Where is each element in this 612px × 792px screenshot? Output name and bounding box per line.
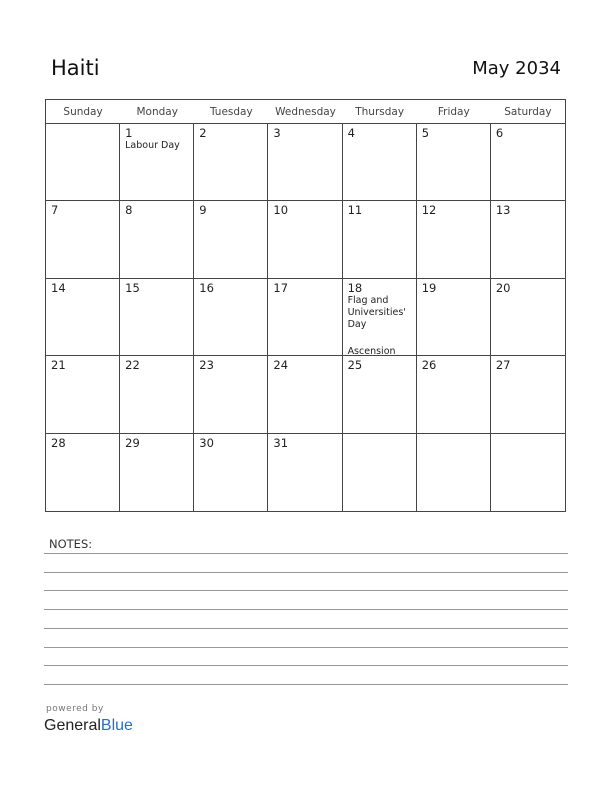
day-cells	[46, 124, 565, 511]
day-number: 12	[421, 203, 437, 218]
day-number: 16	[199, 280, 214, 295]
weekday-thursday: Thursday	[355, 106, 405, 118]
day-number: 27	[495, 358, 511, 373]
note-line	[44, 553, 568, 554]
day-number: 18	[347, 280, 363, 295]
day-cell	[46, 201, 120, 278]
day-cell	[491, 279, 565, 356]
day-cell	[417, 279, 491, 356]
day-number: 5	[421, 126, 430, 140]
day-number: 21	[51, 358, 66, 373]
day-number: 15	[125, 280, 140, 295]
weekday-wednesday: Wednesday	[275, 106, 336, 118]
day-number: 29	[125, 435, 140, 450]
day-number: 28	[51, 435, 66, 450]
brand-blue: Blue	[100, 717, 133, 734]
day-number: 26	[421, 358, 437, 373]
day-cell	[120, 201, 194, 278]
day-cell	[417, 201, 491, 278]
weekday-monday: Monday	[136, 106, 178, 118]
day-number: 22	[125, 358, 140, 373]
day-cell	[343, 201, 417, 278]
country-title: Haiti	[51, 56, 100, 80]
day-number: 3	[273, 126, 281, 140]
day-number: 30	[199, 435, 214, 450]
day-number: 20	[495, 280, 511, 295]
note-line	[44, 628, 568, 629]
day-cell	[268, 279, 342, 356]
day-cell	[120, 434, 194, 511]
generalblue-logo	[44, 717, 133, 735]
day-number: 11	[347, 203, 363, 218]
day-cell	[46, 356, 120, 433]
note-line	[44, 590, 568, 591]
holiday-label: Labour Day	[125, 140, 180, 151]
day-cell	[343, 279, 417, 356]
day-cell	[343, 434, 417, 511]
day-number: 9	[199, 203, 207, 218]
day-number: 1	[125, 126, 133, 140]
note-line	[44, 647, 568, 648]
note-line	[44, 665, 568, 666]
day-number: 7	[51, 203, 59, 218]
day-cell	[417, 356, 491, 433]
day-cell	[46, 124, 120, 201]
holiday-label: Flag and Universities' Day	[347, 294, 406, 330]
brand-general: General	[44, 717, 101, 734]
day-number: 8	[125, 203, 133, 218]
day-cell	[491, 201, 565, 278]
day-cell	[194, 279, 268, 356]
day-cell	[194, 124, 268, 201]
day-cell	[491, 434, 565, 511]
day-cell	[417, 434, 491, 511]
day-cell	[268, 434, 342, 511]
day-cell	[120, 124, 194, 201]
day-cell	[120, 279, 194, 356]
day-number: 13	[495, 203, 511, 218]
day-cell	[417, 124, 491, 201]
note-line	[44, 684, 568, 685]
calendar-grid	[45, 99, 566, 512]
day-cell	[46, 279, 120, 356]
weekday-header	[46, 100, 565, 124]
weekday-sunday: Sunday	[63, 106, 103, 118]
day-number: 14	[51, 280, 66, 295]
day-number: 24	[273, 358, 289, 373]
day-cell	[343, 356, 417, 433]
day-number: 10	[273, 203, 289, 218]
day-number: 31	[273, 435, 289, 450]
day-number: 6	[495, 126, 504, 140]
day-cell	[343, 124, 417, 201]
weekday-friday: Friday	[437, 106, 470, 118]
day-number: 4	[347, 126, 355, 140]
day-cell	[268, 356, 342, 433]
day-cell	[194, 434, 268, 511]
day-number: 25	[347, 358, 363, 373]
holiday-label: Ascension	[347, 345, 396, 357]
day-cell	[268, 201, 342, 278]
note-line	[44, 609, 568, 610]
notes-label: NOTES:	[49, 537, 93, 551]
day-cell	[491, 124, 565, 201]
day-cell	[491, 356, 565, 433]
note-line	[44, 572, 568, 573]
day-number: 17	[273, 280, 289, 295]
weekday-saturday: Saturday	[504, 106, 552, 118]
day-cell	[46, 434, 120, 511]
day-number: 23	[199, 358, 214, 373]
day-number: 19	[421, 280, 437, 295]
day-cell	[120, 356, 194, 433]
month-year-title: May 2034	[472, 58, 561, 79]
powered-by-text: powered by	[46, 704, 104, 714]
day-cell	[194, 356, 268, 433]
day-number: 2	[199, 126, 207, 140]
day-cell	[268, 124, 342, 201]
day-cell	[194, 201, 268, 278]
weekday-tuesday: Tuesday	[209, 106, 253, 118]
